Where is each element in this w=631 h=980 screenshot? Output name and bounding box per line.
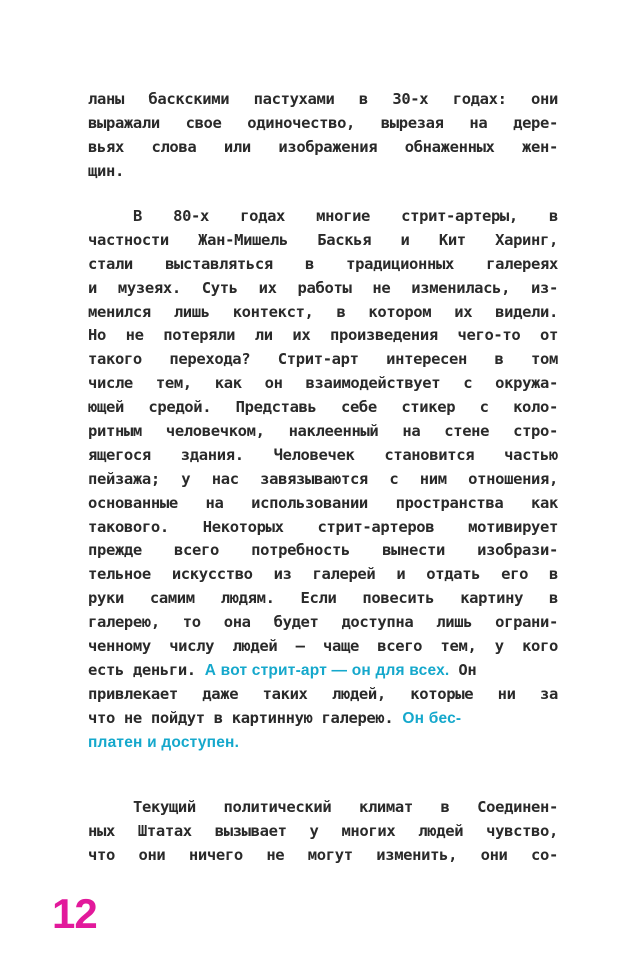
- text-line: В 80-х годах многие стрит-артеры, в: [133, 207, 558, 225]
- text-line: основанные на использовании пространства как: [88, 493, 558, 512]
- paragraph-1: [88, 88, 558, 184]
- text-line: [88, 659, 558, 683]
- text-line: частности Жан-Мишель Баскья и Кит Харинг,: [88, 230, 558, 249]
- text-segment: Он: [449, 660, 477, 679]
- text-line: Но не потеряли ли их произведения чего-то от: [88, 326, 558, 345]
- text-line: тельное искусство из галерей и отдать его в: [88, 565, 558, 584]
- text-line: ящегося здания. Человечек становится частью: [88, 445, 558, 464]
- text-line: ченному числу людей — чаще всего тем, у кого: [88, 637, 558, 656]
- text-line: ланы баскскими пастухами в 30-х годах: они: [88, 90, 558, 108]
- text-line: руки самим людям. Если повесить картину в: [88, 589, 558, 608]
- text-line: что они ничего не могут изменить, они со-: [88, 845, 558, 864]
- text-line: Текущий политический климат в Соединен-: [133, 798, 558, 816]
- text-line: пейзажа; у нас завязываются с ним отношения,: [88, 469, 558, 488]
- text-line: ющей средой. Представь себе стикер с коло-: [88, 398, 558, 417]
- paragraph-2: [88, 205, 558, 754]
- text-line: вьях слова или изображения обнаженных жен-: [88, 137, 558, 156]
- text-line: [88, 707, 558, 731]
- text-line: такого перехода? Стрит-арт интересен в том: [88, 350, 558, 369]
- text-line: выражали свое одиночество, вырезая на дере-: [88, 113, 558, 132]
- text-segment: есть деньги.: [88, 660, 205, 679]
- text-line: менился лишь контекст, в котором их видели.: [88, 302, 558, 321]
- text-line: ных Штатах вызывает у многих людей чувство,: [88, 821, 558, 840]
- text-line: прежде всего потребность вынести изобрази-: [88, 541, 558, 560]
- text-line: и музеях. Суть их работы не изменилась, из-: [88, 278, 558, 297]
- highlighted-phrase: платен и доступен.: [88, 733, 240, 751]
- highlighted-phrase: А вот стрит-арт — он для всех.: [204, 661, 450, 679]
- paragraph-3: [88, 796, 558, 868]
- text-segment: что не пойдут в картинную галерею.: [88, 708, 403, 727]
- highlighted-phrase: Он бес-: [402, 709, 462, 727]
- text-line: числе тем, как он взаимодействует с окружа-: [88, 374, 558, 393]
- text-line: привлекает даже таких людей, которые ни за: [88, 684, 558, 703]
- text-line: такового. Некоторых стрит-артеров мотивирует: [88, 517, 558, 536]
- page-number: 12: [52, 890, 97, 937]
- text-line: галерею, то она будет доступна лишь ограни-: [88, 613, 558, 632]
- text-line: ритным человечком, наклеенный на стене стро-: [88, 422, 558, 441]
- text-line: щин.: [88, 161, 124, 180]
- text-line: [88, 731, 558, 755]
- text-line: стали выставляться в традиционных галереях: [88, 254, 558, 273]
